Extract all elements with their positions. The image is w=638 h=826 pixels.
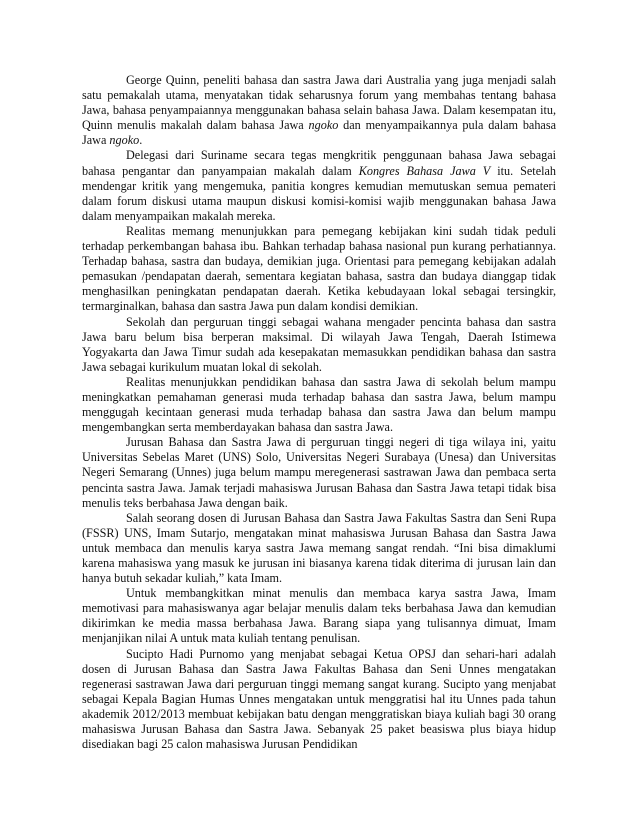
- paragraph-minat-menulis: Untuk membangkitkan minat menulis dan membaca karya sastra Jawa, Imam memotivasi para mahasiswanya agar belajar menulis dalam teks berbahasa Jawa dan kemudian dikirimkan ke media massa berbahasa Jawa. Barang siapa yang tulisannya dimuat, Imam menjanjikan nilai A untuk mata kuliah tentang penulisan.: [82, 586, 556, 646]
- paragraph-jurusan: Jurusan Bahasa dan Sastra Jawa di perguruan tinggi negeri di tiga wilaya ini, yaitu Universitas Sebelas Maret (UNS) Solo, Universitas Negeri Surabaya (Unesa) dan Universitas Negeri Semarang (Unnes) juga belum mampu meregenerasi sastrawan Jawa dan pembaca serta pencinta sastra Jawa. Jamak terjadi mahasiswa Jurusan Bahasa dan Sastra Jawa tetapi tidak bisa menulis teks berbahasa Jawa dengan baik.: [82, 435, 556, 510]
- paragraph-quinn: George Quinn, peneliti bahasa dan sastra Jawa dari Australia yang juga menjadi salah satu pemakalah utama, menyatakan tidak seharusnya forum yang membahas tentang bahasa Jawa, bahasa penyampaiannya menggunakan bahasa selain bahasa Jawa. Dalam kesempatan itu, Quinn menulis makalah dalam bahasa Jawa ngoko dan menyampaikannya pula dalam bahasa Jawa ngoko.: [82, 73, 556, 148]
- paragraph-imam-sutarjo: Salah seorang dosen di Jurusan Bahasa dan Sastra Jawa Fakultas Sastra dan Seni Rupa (FSSR) UNS, Imam Sutarjo, mengatakan minat mahasiswa Jurusan Bahasa dan Sastra Jawa untuk membaca dan menulis karya sastra Jawa memang sangat rendah. “Ini bisa dimaklumi karena mahasiswa yang masuk ke jurusan ini biasanya karena tidak diterima di jurusan lain dan hanya butuh sekadar kuliah,” kata Imam.: [82, 510, 556, 586]
- paragraph-suriname: Delegasi dari Suriname secara tegas mengkritik penggunaan bahasa Jawa sebagai bahasa pengantar dan panyampaian makalah dalam Kongres Bahasa Jawa V itu. Setelah mendengar kritik yang mengemuka, panitia kongres kemudian memutuskan semua pemateri dalam forum diskusi utama maupun diskusi komisi-komisi wajib menggunakan bahasa Jawa dalam menyampaikan makalah mereka.: [82, 148, 556, 223]
- paragraph-realitas-kebijakan: Realitas memang menunjukkan para pemegang kebijakan kini sudah tidak peduli terhadap perkembangan bahasa ibu. Bahkan terhadap bahasa nasional pun kurang perhatiannya. Terhadap bahasa, sastra dan budaya, demikian juga. Orientasi para pemegang kebijakan adalah pemasukan /pendapatan daerah, sementara kegiatan bahasa, sastra dan budaya dianggap tidak menghasilkan peningkatan pendapatan daerah. Ketika kebudayaan lokal sebagai tersingkir, termarginalkan, bahasa dan sastra Jawa pun dalam kondisi demikian.: [82, 223, 556, 314]
- paragraph-sucipto: Sucipto Hadi Purnomo yang menjabat sebagai Ketua OPSJ dan sehari-hari adalah dosen di Jurusan Bahasa dan Sastra Jawa Fakultas Bahasa dan Seni Unnes mengatakan regenerasi sastrawan Jawa dari perguruan tinggi memang sangat kurang. Sucipto yang menjabat sebagai Kepala Bagian Humas Unnes mengatakan untuk menggratisi hal itu Unnes pada tahun akademik 2012/2013 membuat kebijakan batu dengan menggratiskan biaya kuliah bagi 30 orang mahasiswa Jurusan Bahasa dan Sastra Jawa. Sebanyak 25 paket beasiswa plus biaya hidup disediakan bagi 25 calon mahasiswa Jurusan Pendidikan: [82, 646, 556, 752]
- document-page: [82, 73, 556, 752]
- paragraph-sekolah: Sekolah dan perguruan tinggi sebagai wahana mengader pencinta bahasa dan sastra Jawa baru belum bisa berperan maksimal. Di wilayah Jawa Tengah, Daerah Istimewa Yogyakarta dan Jawa Timur sudah ada kesepakatan memasukkan pendidikan bahasa dan sastra Jawa sebagai kurikulum muatan lokal di sekolah.: [82, 314, 556, 374]
- paragraph-realitas-pendidikan: Realitas menunjukkan pendidikan bahasa dan sastra Jawa di sekolah belum mampu meningkatkan pemahaman generasi muda terhadap bahasa dan sastra Jawa, belum mampu menggugah kecintaan generasi muda terhadap bahasa dan sastra Jawa dan belum mampu mengembangkan serta memberdayakan bahasa dan sastra Jawa.: [82, 374, 556, 435]
